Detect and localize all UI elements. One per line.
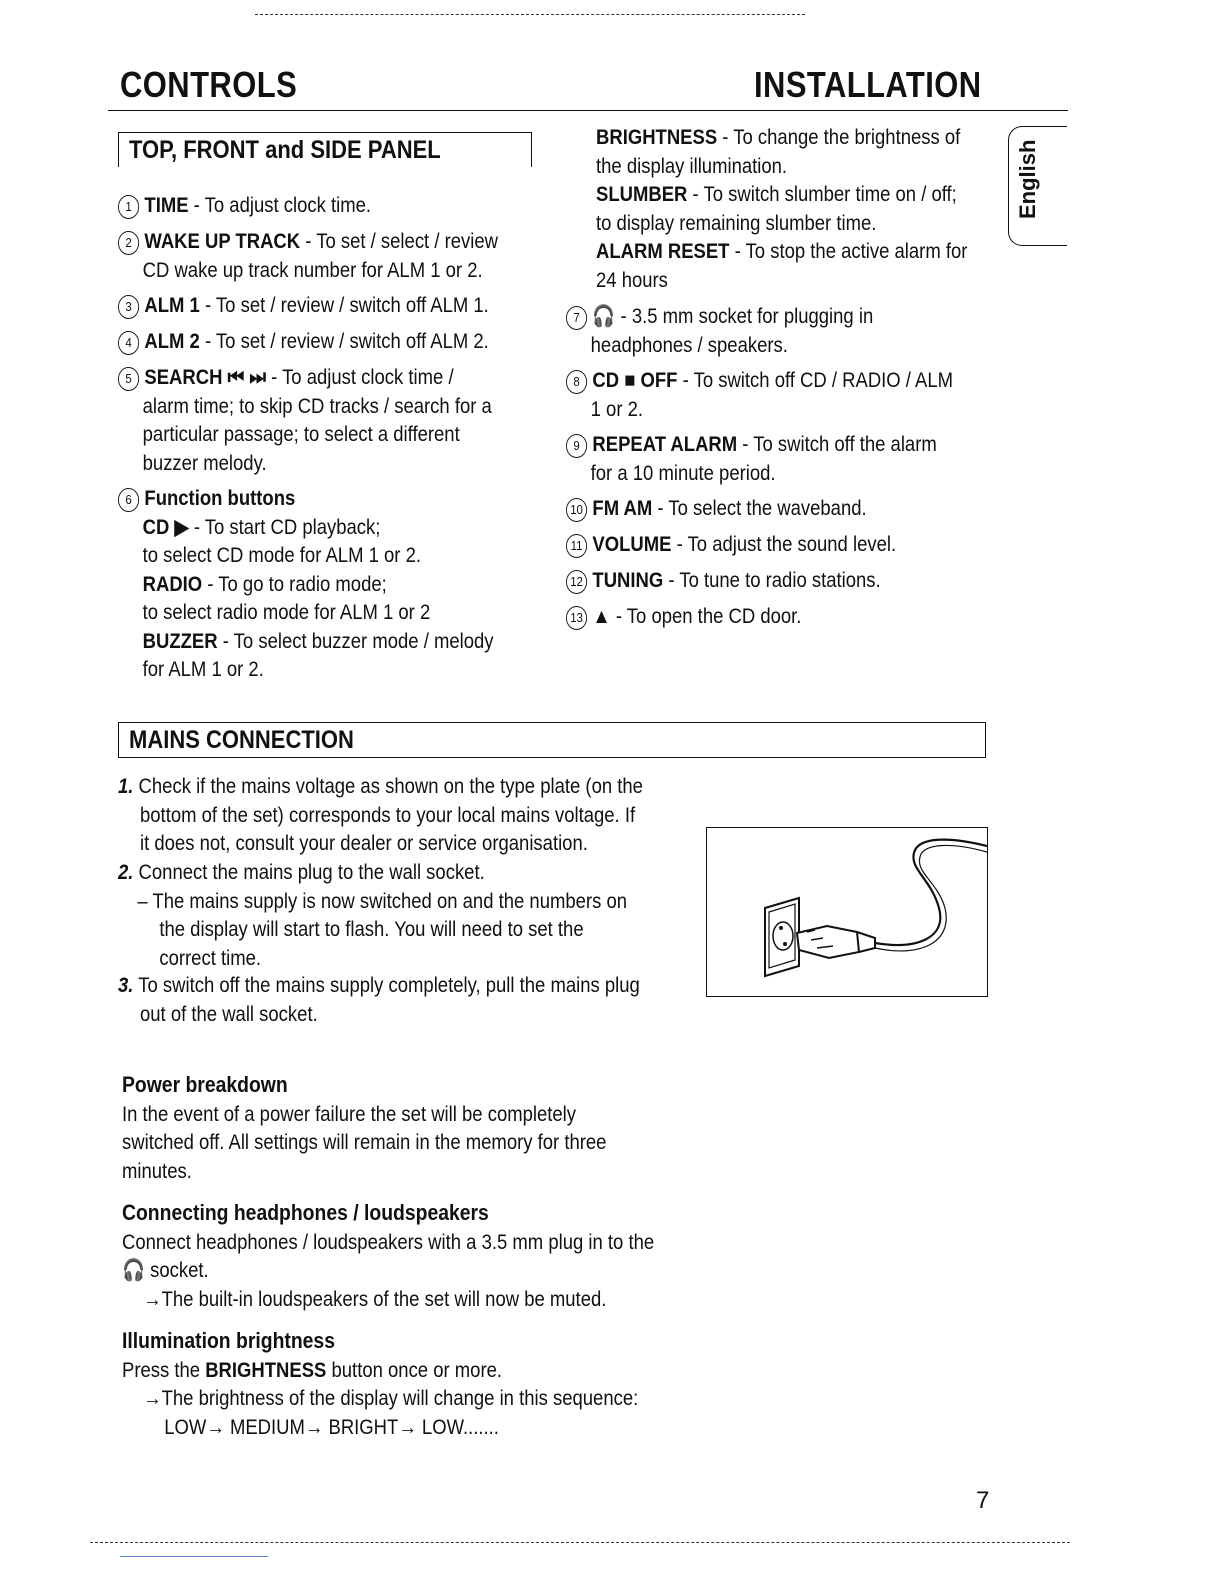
cd-play-label: CD ▶ — [142, 515, 189, 539]
item-desc: - To select the waveband. — [652, 497, 867, 520]
illumination-result: →The brightness of the display will change in this sequence: — [143, 1387, 639, 1410]
headphones-text: Connect headphones / loudspeakers with a 3.5 mm plug in to the — [122, 1230, 655, 1254]
item-label: WAKE UP TRACK — [144, 230, 301, 253]
control-item-1 — [118, 192, 371, 221]
item-desc: - To set / review / switch off ALM 2. — [199, 330, 489, 353]
control-item-6 — [118, 485, 494, 685]
cd-play-desc: - To start CD playback; — [188, 515, 381, 539]
mains-plug-illustration — [706, 827, 988, 997]
mains-box-title — [118, 722, 986, 758]
page-number: 7 — [976, 1487, 990, 1514]
control-item-8 — [566, 367, 953, 424]
step-sub-text-cont: correct time. — [159, 946, 262, 970]
item-desc: - To set / select / review — [300, 230, 498, 253]
right-top-block — [596, 124, 967, 295]
item-desc-cont: 1 or 2. — [590, 397, 644, 421]
item-number: 2 — [118, 231, 139, 255]
language-tab — [1008, 126, 1067, 246]
item-number: 6 — [118, 488, 139, 512]
step-sub-text: – The mains supply is now switched on and the numbers on — [137, 889, 628, 913]
control-item-11 — [566, 531, 896, 560]
item-number: 7 — [566, 306, 587, 330]
item-number: 11 — [566, 534, 587, 558]
function-buttons-title: Function buttons — [144, 487, 296, 510]
item-number: 12 — [566, 570, 587, 594]
item-number: 10 — [566, 498, 587, 522]
item-label: CD ■ OFF — [592, 369, 678, 392]
illumination-button-name: BRIGHTNESS — [205, 1358, 327, 1382]
buzzer-desc-cont: for ALM 1 or 2. — [142, 658, 264, 681]
top-panel-box-title — [118, 132, 532, 167]
item-label: SEARCH ⏮ ⏭ — [144, 366, 266, 389]
item-desc-cont: headphones / speakers. — [590, 333, 788, 357]
control-item-9 — [566, 431, 937, 488]
cd-play-desc-cont: to select CD mode for ALM 1 or 2. — [142, 544, 421, 567]
headphones-text: 🎧 socket. — [122, 1259, 209, 1282]
illumination-title: Illumination brightness — [122, 1328, 335, 1353]
alarm-reset-desc: - To stop the active alarm for — [729, 240, 968, 263]
item-label: ▲ — [592, 605, 611, 628]
control-item-7 — [566, 303, 873, 360]
item-label: TIME — [144, 194, 189, 217]
item-label: REPEAT ALARM — [592, 433, 738, 456]
item-label: VOLUME — [592, 533, 672, 556]
step-text-cont: bottom of the set) corresponds to your local mains voltage. If — [140, 803, 636, 827]
item-number: 9 — [566, 434, 587, 458]
power-text: In the event of a power failure the set will be completely — [122, 1102, 577, 1126]
item-number: 3 — [118, 295, 139, 319]
mains-title-text: MAINS CONNECTION — [129, 726, 354, 754]
step-text: To switch off the mains supply completely, pull the mains plug — [138, 974, 640, 997]
illumination-sequence: LOW→ MEDIUM→ BRIGHT→ LOW....... — [164, 1415, 499, 1439]
item-number: 5 — [118, 367, 139, 391]
language-tab-label: English — [1015, 139, 1040, 219]
item-desc-cont: buzzer melody. — [142, 451, 267, 475]
item-label: FM AM — [592, 497, 653, 520]
control-item-5 — [118, 364, 492, 478]
top-scan-artifact — [255, 14, 805, 15]
item-label: ALM 1 — [144, 294, 200, 317]
step-number: 3. — [118, 974, 134, 997]
bottom-scan-line — [120, 1556, 268, 1557]
item-label: TUNING — [592, 569, 664, 592]
power-text: minutes. — [122, 1159, 192, 1183]
item-desc-cont: particular passage; to select a different — [142, 423, 460, 446]
step-text: Connect the mains plug to the wall socket. — [138, 861, 485, 884]
slumber-label: SLUMBER — [596, 183, 688, 206]
item-number: 13 — [566, 606, 587, 630]
item-desc: - To open the CD door. — [610, 605, 802, 628]
step-text-cont: it does not, consult your dealer or service organisation. — [140, 832, 588, 855]
heading-installation: INSTALLATION — [754, 64, 982, 105]
item-desc: - To adjust clock time. — [188, 194, 372, 217]
step-sub-text-cont: the display will start to flash. You will need to set the — [159, 918, 584, 941]
brightness-desc: - To change the brightness of — [717, 126, 961, 149]
power-breakdown-title: Power breakdown — [122, 1072, 288, 1097]
brightness-desc-cont: the display illumination. — [596, 154, 788, 178]
illumination-section — [122, 1327, 638, 1442]
headphones-result: →The built-in loudspeakers of the set will now be muted. — [143, 1287, 607, 1311]
item-desc: - To set / review / switch off ALM 1. — [199, 294, 489, 317]
step-number: 2. — [118, 861, 134, 884]
step-text-cont: out of the wall socket. — [140, 1002, 318, 1026]
control-item-10 — [566, 495, 867, 524]
item-desc-cont: for a 10 minute period. — [590, 461, 776, 485]
buzzer-desc: - To select buzzer mode / melody — [217, 629, 494, 653]
item-desc: - To switch off CD / RADIO / ALM — [677, 369, 954, 392]
item-desc: - To adjust the sound level. — [671, 533, 897, 556]
mains-step-1 — [118, 773, 643, 859]
power-text: switched off. All settings will remain in the memory for three — [122, 1131, 607, 1154]
item-desc-cont: alarm time; to skip CD tracks / search for a — [142, 394, 492, 418]
item-desc-cont: CD wake up track number for ALM 1 or 2. — [142, 258, 483, 282]
control-item-2 — [118, 228, 498, 285]
radio-desc: - To go to radio mode; — [202, 572, 387, 596]
brightness-label: BRIGHTNESS — [596, 126, 718, 149]
step-text: Check if the mains voltage as shown on the type plate (on the — [138, 775, 643, 798]
item-desc: - To tune to radio stations. — [663, 569, 881, 592]
control-item-4 — [118, 328, 489, 357]
radio-label: RADIO — [142, 572, 203, 596]
illumination-text: Press the — [122, 1358, 206, 1382]
mains-step-3 — [118, 972, 640, 1029]
item-desc: - To adjust clock time / — [265, 366, 454, 389]
power-breakdown-section — [122, 1071, 606, 1186]
item-number: 4 — [118, 331, 139, 355]
bottom-scan-artifact — [90, 1542, 1070, 1543]
item-number: 8 — [566, 370, 587, 394]
control-item-12 — [566, 567, 881, 596]
plug-drawing — [707, 828, 987, 996]
heading-controls: CONTROLS — [120, 64, 298, 105]
step-number: 1. — [118, 775, 134, 798]
item-number: 1 — [118, 195, 139, 219]
buzzer-label: BUZZER — [142, 629, 218, 653]
headphones-section — [122, 1199, 654, 1314]
slumber-desc-cont: to display remaining slumber time. — [596, 211, 877, 235]
control-item-13 — [566, 603, 801, 632]
item-desc: - To switch off the alarm — [737, 433, 937, 456]
mains-step-2 — [118, 859, 627, 973]
radio-desc-cont: to select radio mode for ALM 1 or 2 — [142, 601, 431, 624]
alarm-reset-desc-cont: 24 hours — [596, 268, 668, 292]
illumination-text: button once or more. — [326, 1358, 503, 1382]
control-item-3 — [118, 292, 489, 321]
item-desc: 🎧 - 3.5 mm socket for plugging in — [592, 305, 874, 328]
top-panel-title-text: TOP, FRONT and SIDE PANEL — [129, 136, 441, 164]
item-label: ALM 2 — [144, 330, 200, 353]
heading-rule — [108, 110, 1068, 111]
slumber-desc: - To switch slumber time on / off; — [687, 183, 957, 206]
headphones-title: Connecting headphones / loudspeakers — [122, 1200, 489, 1225]
alarm-reset-label: ALARM RESET — [596, 240, 730, 263]
